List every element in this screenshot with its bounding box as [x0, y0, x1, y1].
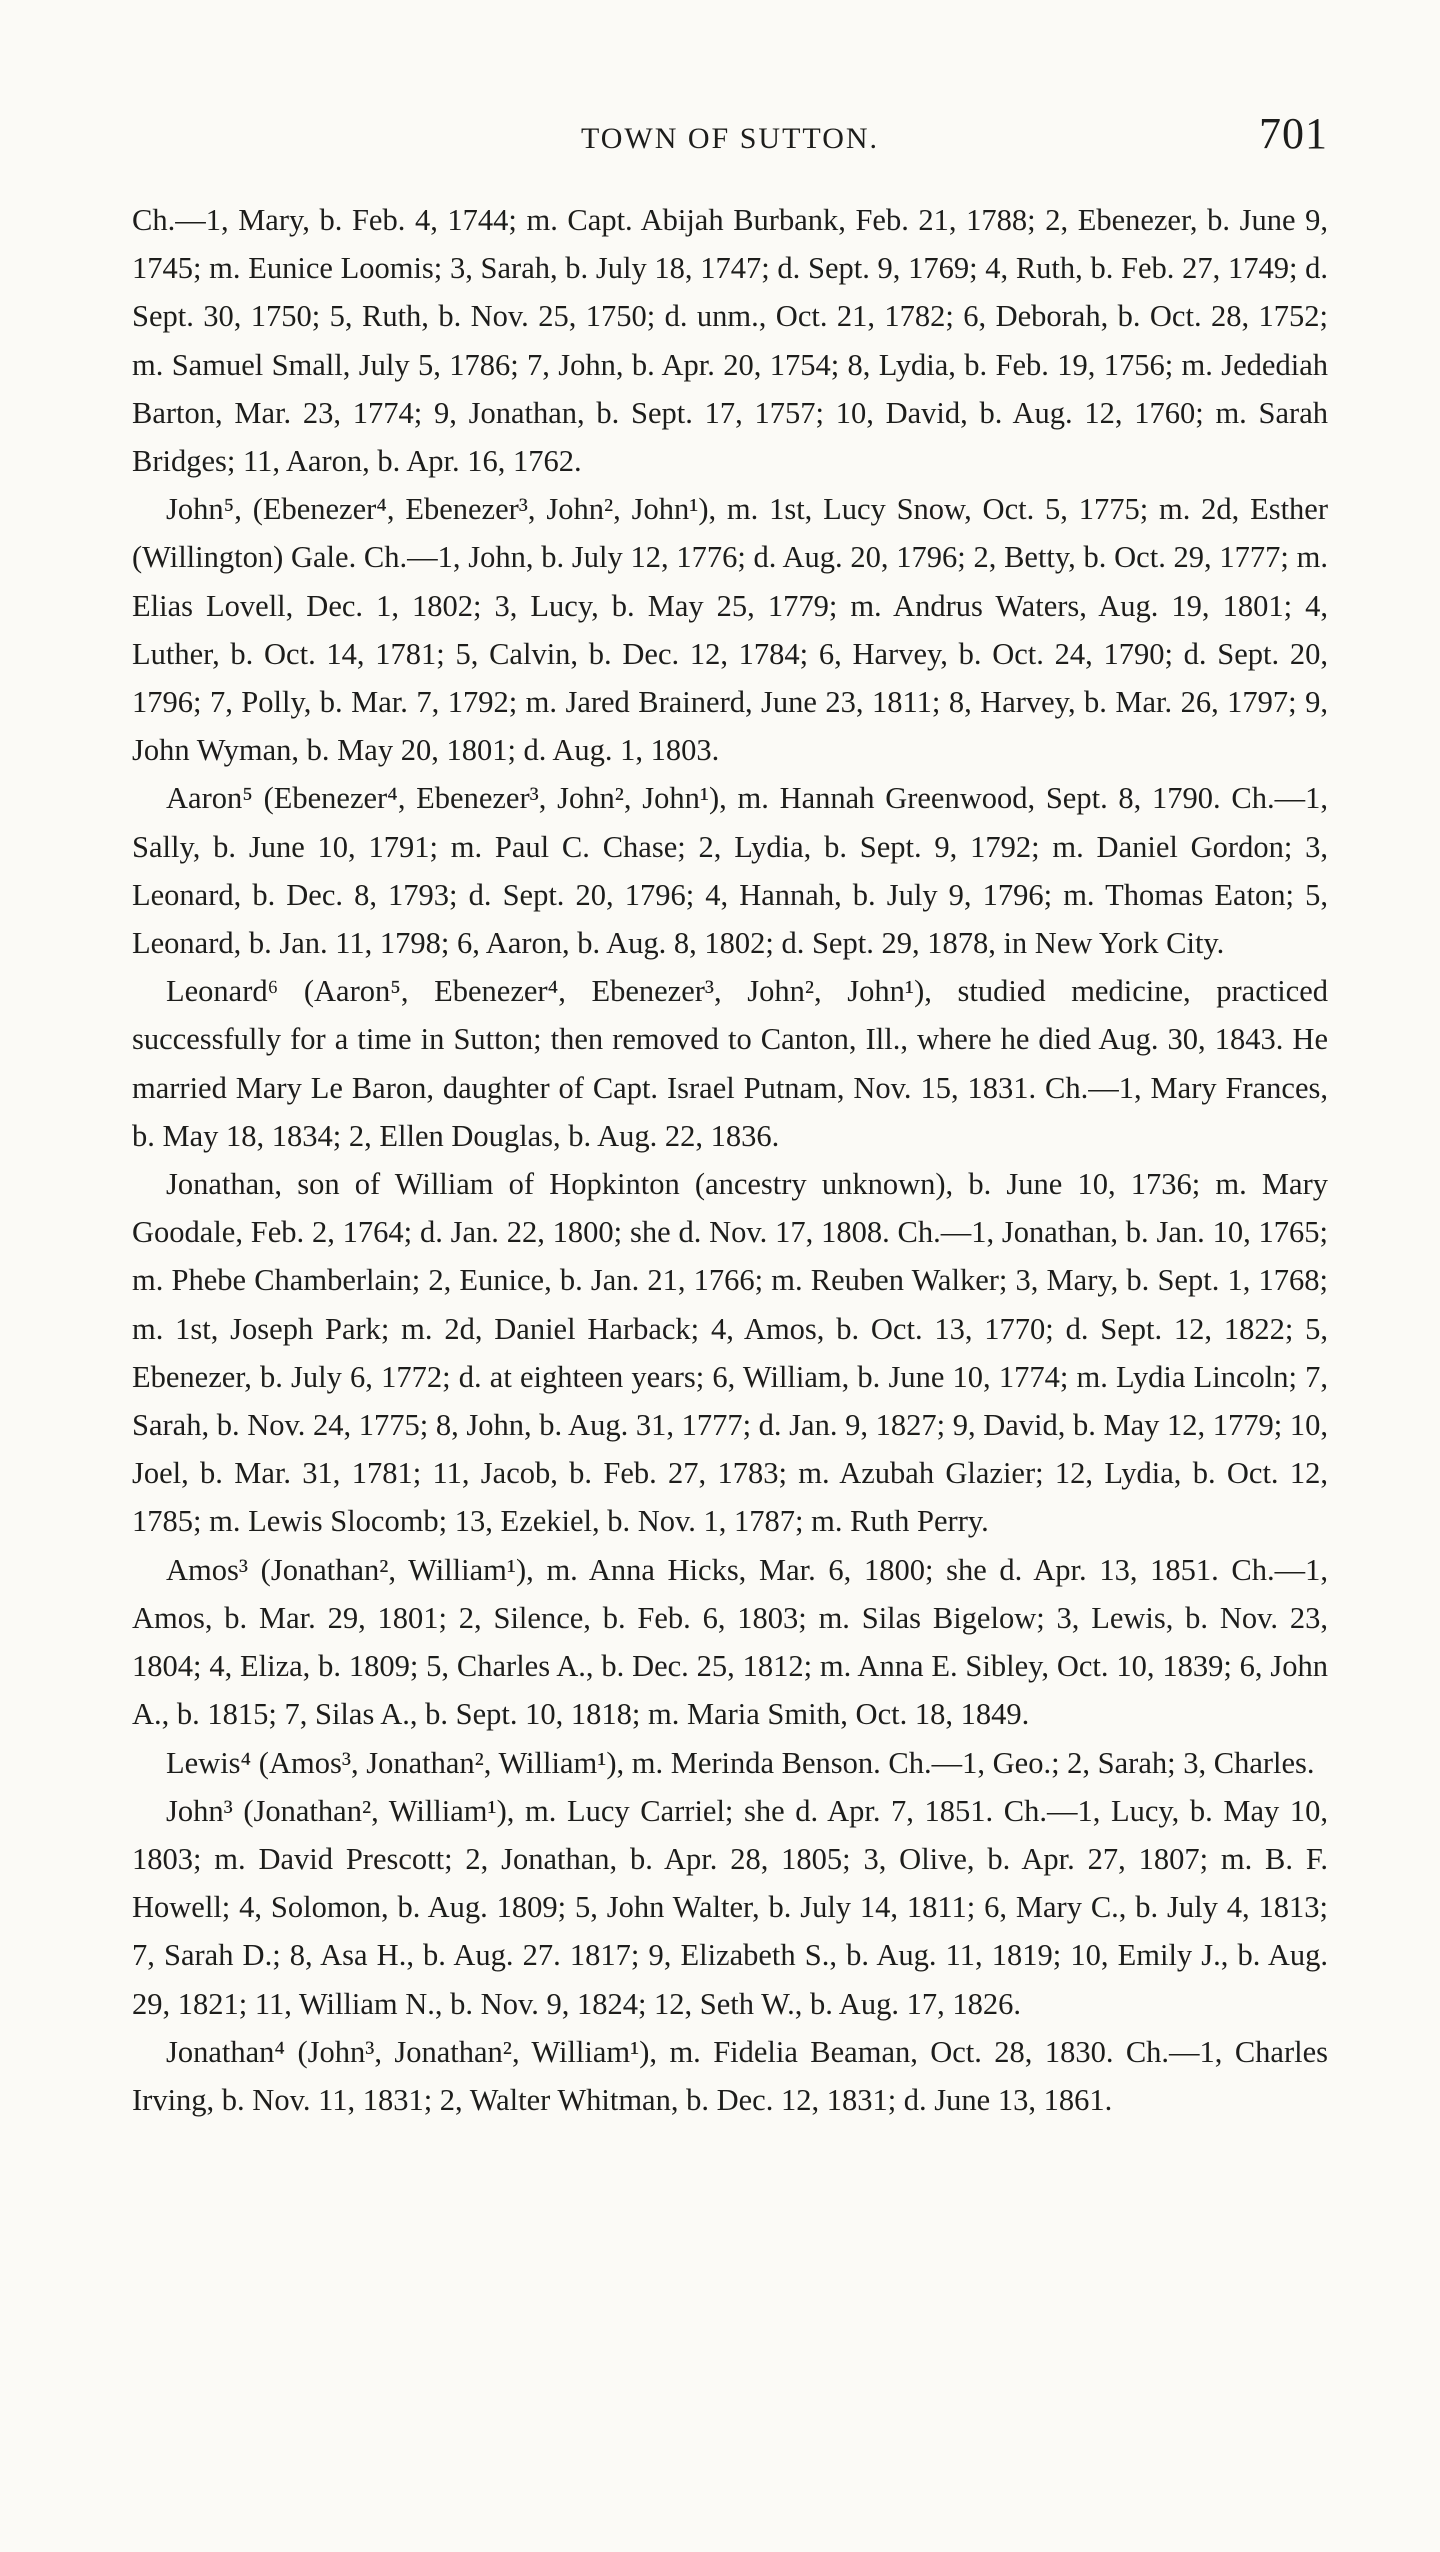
paragraph-jonathan-son-of-john: Jonathan⁴ (John³, Jonathan², William¹), m. Fidelia Beaman, Oct. 28, 1830. Ch.—1, Charles Irving, b. Nov. 11, 1831; 2, Walter Whitman, b. Dec. 12, 1831; d. June 13, 1861. [132, 2034, 1328, 2117]
page-number: 701 [1259, 109, 1328, 158]
page-header [132, 108, 1328, 158]
paragraph-ebenezer-children: Ch.—1, Mary, b. Feb. 4, 1744; m. Capt. Abijah Burbank, Feb. 21, 1788; 2, Ebenezer, b. June 9, 1745; m. Eunice Loomis; 3, Sarah, b. July 18, 1747; d. Sept. 9, 1769; 4, Ruth, b. Feb. 27, 1749; d. Sept. 30, 1750; 5, Ruth, b. Nov. 25, 1750; d. unm., Oct. 21, 1782; 6, Deborah, b. Oct. 28, 1752; m. Samuel Small, July 5, 1786; 7, John, b. Apr. 20, 1754; 8, Lydia, b. Feb. 19, 1756; m. Jedediah Barton, Mar. 23, 1774; 9, Jonathan, b. Sept. 17, 1757; 10, David, b. Aug. 12, 1760; m. Sarah Bridges; 11, Aaron, b. Apr. 16, 1762. [132, 203, 1328, 479]
paragraph-lewis: Lewis⁴ (Amos³, Jonathan², William¹), m. Merinda Benson. Ch.—1, Geo.; 2, Sarah; 3, Charles. [166, 1745, 1315, 1780]
genealogy-text [132, 196, 1328, 2124]
running-title: TOWN OF SUTTON. [580, 122, 880, 155]
paragraph-amos: Amos³ (Jonathan², William¹), m. Anna Hicks, Mar. 6, 1800; she d. Apr. 13, 1851. Ch.—1, Amos, b. Mar. 29, 1801; 2, Silence, b. Feb. 6, 1803; m. Silas Bigelow; 3, Lewis, b. Nov. 23, 1804; 4, Eliza, b. 1809; 5, Charles A., b. Dec. 25, 1812; m. Anna E. Sibley, Oct. 10, 1839; 6, John A., b. 1815; 7, Silas A., b. Sept. 10, 1818; m. Maria Smith, Oct. 18, 1849. [132, 1552, 1328, 1732]
paragraph-john-son-of-jonathan: John³ (Jonathan², William¹), m. Lucy Carriel; she d. Apr. 7, 1851. Ch.—1, Lucy, b. May 10, 1803; m. David Prescott; 2, Jonathan, b. Apr. 28, 1805; 3, Olive, b. Apr. 27, 1807; m. B. F. Howell; 4, Solomon, b. Aug. 1809; 5, John Walter, b. July 14, 1811; 6, Mary C., b. July 4, 1813; 7, Sarah D.; 8, Asa H., b. Aug. 27. 1817; 9, Elizabeth S., b. Aug. 11, 1819; 10, Emily J., b. Aug. 29, 1821; 11, William N., b. Nov. 9, 1824; 12, Seth W., b. Aug. 17, 1826. [132, 1793, 1328, 2021]
paragraph-leonard: Leonard⁶ (Aaron⁵, Ebenezer⁴, Ebenezer³, John², John¹), studied medicine, practiced successfully for a time in Sutton; then removed to Canton, Ill., where he died Aug. 30, 1843. He married Mary Le Baron, daughter of Capt. Israel Putnam, Nov. 15, 1831. Ch.—1, Mary Frances, b. May 18, 1834; 2, Ellen Douglas, b. Aug. 22, 1836. [132, 974, 1328, 1153]
paragraph-jonathan: Jonathan, son of William of Hopkinton (ancestry unknown), b. June 10, 1736; m. Mary Goodale, Feb. 2, 1764; d. Jan. 22, 1800; she d. Nov. 17, 1808. Ch.—1, Jonathan, b. Jan. 10, 1765; m. Phebe Chamberlain; 2, Eunice, b. Jan. 21, 1766; m. Reuben Walker; 3, Mary, b. Sept. 1, 1768; m. 1st, Joseph Park; m. 2d, Daniel Harback; 4, Amos, b. Oct. 13, 1770; d. Sept. 12, 1822; 5, Ebenezer, b. July 6, 1772; d. at eighteen years; 6, William, b. June 10, 1774; m. Lydia Lincoln; 7, Sarah, b. Nov. 24, 1775; 8, John, b. Aug. 31, 1777; d. Jan. 9, 1827; 9, David, b. May 12, 1779; 10, Joel, b. Mar. 31, 1781; 11, Jacob, b. Feb. 27, 1783; m. Azubah Glazier; 12, Lydia, b. Oct. 12, 1785; m. Lewis Slocomb; 13, Ezekiel, b. Nov. 1, 1787; m. Ruth Perry. [132, 1167, 1328, 1539]
paragraph-aaron: Aaron⁵ (Ebenezer⁴, Ebenezer³, John², John¹), m. Hannah Greenwood, Sept. 8, 1790. Ch.—1, Sally, b. June 10, 1791; m. Paul C. Chase; 2, Lydia, b. Sept. 9, 1792; m. Daniel Gordon; 3, Leonard, b. Dec. 8, 1793; d. Sept. 20, 1796; 4, Hannah, b. July 9, 1796; m. Thomas Eaton; 5, Leonard, b. Jan. 11, 1798; 6, Aaron, b. Aug. 8, 1802; d. Sept. 29, 1878, in New York City. [132, 781, 1328, 961]
paragraph-john: John⁵, (Ebenezer⁴, Ebenezer³, John², John¹), m. 1st, Lucy Snow, Oct. 5, 1775; m. 2d, Esther (Willington) Gale. Ch.—1, John, b. July 12, 1776; d. Aug. 20, 1796; 2, Betty, b. Oct. 29, 1777; m. Elias Lovell, Dec. 1, 1802; 3, Lucy, b. May 25, 1779; m. Andrus Waters, Aug. 19, 1801; 4, Luther, b. Oct. 14, 1781; 5, Calvin, b. Dec. 12, 1784; 6, Harvey, b. Oct. 24, 1790; d. Sept. 20, 1796; 7, Polly, b. Mar. 7, 1792; m. Jared Brainerd, June 23, 1811; 8, Harvey, b. Mar. 26, 1797; 9, John Wyman, b. May 20, 1801; d. Aug. 1, 1803. [132, 492, 1328, 768]
